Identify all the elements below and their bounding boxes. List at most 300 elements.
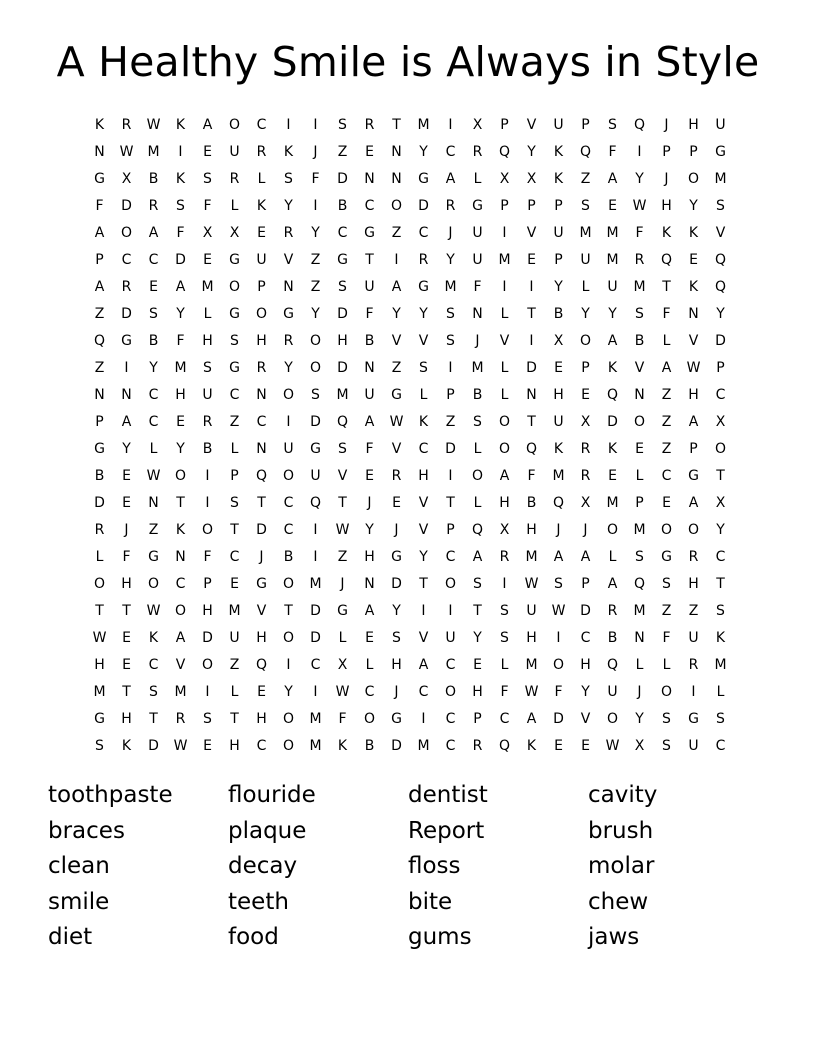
grid-letter: L [473, 170, 482, 187]
grid-letter: A [607, 575, 618, 592]
grid-letter: D [391, 737, 402, 754]
grid-letter: J [583, 521, 588, 538]
grid-letter: K [256, 197, 267, 214]
grid-letter: I [421, 710, 426, 727]
grid-letter: T [716, 467, 725, 484]
grid-letter: G [418, 278, 429, 295]
grid-letter: R [364, 116, 375, 133]
grid-letter: P [257, 278, 266, 295]
grid-letter: M [579, 224, 592, 241]
grid-letter: S [338, 278, 347, 295]
grid-letter: K [715, 629, 726, 646]
grid-letter: H [553, 386, 564, 403]
grid-letter: N [364, 359, 375, 376]
grid-letter: Y [176, 440, 185, 457]
grid-letter: B [283, 548, 294, 565]
grid-letter: L [608, 548, 617, 565]
grid-letter: Y [311, 305, 320, 322]
grid-letter: V [283, 251, 294, 268]
grid-letter: Q [471, 521, 484, 538]
grid-letter: I [502, 575, 507, 592]
grid-letter: D [121, 197, 132, 214]
grid-letter: A [688, 494, 699, 511]
grid-letter: W [524, 683, 539, 700]
grid-letter: K [553, 170, 564, 187]
grid-letter: H [661, 197, 672, 214]
grid-row [86, 732, 734, 759]
grid-letter: U [526, 602, 537, 619]
grid-letter: R [607, 602, 618, 619]
grid-letter: G [256, 575, 267, 592]
grid-letter: Y [365, 521, 374, 538]
grid-letter: I [313, 548, 318, 565]
grid-letter: O [120, 224, 133, 241]
grid-letter: X [580, 494, 591, 511]
grid-letter: F [662, 629, 671, 646]
grid-letter: T [716, 575, 725, 592]
grid-letter: K [688, 224, 699, 241]
grid-letter: E [581, 386, 590, 403]
grid-row [86, 165, 734, 192]
grid-letter: I [448, 602, 453, 619]
grid-letter: E [203, 143, 212, 160]
grid-letter: H [688, 386, 699, 403]
grid-letter: D [580, 602, 591, 619]
grid-letter: R [283, 332, 294, 349]
grid-row [86, 462, 734, 489]
grid-letter: C [661, 467, 672, 484]
grid-letter: T [257, 494, 266, 511]
grid-letter: B [364, 332, 375, 349]
grid-letter: H [256, 332, 267, 349]
grid-letter: K [94, 116, 105, 133]
grid-letter: C [418, 440, 429, 457]
grid-letter: D [310, 413, 321, 430]
grid-letter: S [500, 602, 509, 619]
grid-letter: S [662, 575, 671, 592]
grid-letter: Q [552, 494, 565, 511]
grid-letter: L [149, 440, 158, 457]
grid-letter: L [95, 548, 104, 565]
grid-letter: T [527, 305, 536, 322]
grid-letter: W [92, 629, 107, 646]
grid-letter: P [689, 440, 698, 457]
word-list-item: smile [48, 888, 110, 915]
grid-letter: W [335, 683, 350, 700]
grid-letter: X [580, 413, 591, 430]
grid-letter: U [310, 467, 321, 484]
grid-letter: O [606, 710, 619, 727]
grid-letter: J [475, 332, 480, 349]
grid-letter: P [716, 359, 725, 376]
grid-letter: U [580, 251, 591, 268]
grid-letter: Y [419, 548, 428, 565]
grid-letter: Y [716, 521, 725, 538]
grid-letter: L [203, 305, 212, 322]
grid-letter: N [634, 386, 645, 403]
grid-letter: V [418, 494, 429, 511]
grid-letter: E [689, 251, 698, 268]
grid-letter: X [229, 224, 240, 241]
grid-letter: Z [94, 305, 105, 322]
word-search-grid [86, 111, 734, 759]
grid-letter: G [418, 170, 429, 187]
grid-letter: A [418, 656, 429, 673]
grid-letter: S [338, 440, 347, 457]
grid-row [86, 273, 734, 300]
grid-letter: V [715, 224, 726, 241]
grid-letter: V [175, 656, 186, 673]
grid-letter: I [178, 143, 183, 160]
grid-letter: T [230, 710, 239, 727]
grid-row [86, 543, 734, 570]
grid-row [86, 705, 734, 732]
grid-letter: Z [148, 521, 159, 538]
grid-letter: O [660, 521, 673, 538]
grid-letter: Q [660, 251, 673, 268]
grid-letter: I [448, 359, 453, 376]
grid-letter: J [637, 683, 642, 700]
grid-letter: S [203, 170, 212, 187]
grid-letter: T [149, 710, 158, 727]
grid-letter: T [176, 494, 185, 511]
grid-letter: M [228, 602, 241, 619]
grid-letter: W [146, 602, 161, 619]
grid-letter: Y [473, 629, 482, 646]
grid-letter: I [205, 683, 210, 700]
grid-letter: L [662, 332, 671, 349]
grid-letter: Z [580, 170, 591, 187]
grid-letter: W [146, 116, 161, 133]
grid-letter: K [175, 521, 186, 538]
grid-letter: G [715, 143, 726, 160]
word-list-item: floss [408, 853, 461, 879]
word-list-item: decay [228, 853, 298, 879]
grid-letter: R [148, 197, 159, 214]
grid-letter: G [337, 602, 348, 619]
grid-letter: N [364, 170, 375, 187]
grid-letter: C [364, 683, 375, 700]
grid-letter: F [662, 305, 671, 322]
grid-letter: M [525, 548, 538, 565]
grid-letter: S [311, 386, 320, 403]
grid-letter: O [174, 467, 187, 484]
grid-letter: H [256, 629, 267, 646]
grid-letter: M [633, 521, 646, 538]
grid-letter: B [526, 494, 537, 511]
grid-letter: D [337, 359, 348, 376]
grid-letter: N [472, 305, 483, 322]
grid-letter: S [500, 629, 509, 646]
grid-letter: V [391, 440, 402, 457]
grid-letter: U [256, 251, 267, 268]
grid-letter: F [311, 170, 320, 187]
grid-letter: Z [310, 251, 321, 268]
grid-letter: A [553, 548, 564, 565]
grid-letter: N [634, 629, 645, 646]
grid-letter: U [445, 629, 456, 646]
grid-letter: E [257, 683, 266, 700]
grid-letter: F [527, 467, 536, 484]
word-list [48, 780, 768, 958]
grid-letter: C [283, 494, 294, 511]
grid-letter: F [473, 278, 482, 295]
grid-letter: Y [419, 305, 428, 322]
grid-letter: I [637, 143, 642, 160]
grid-letter: P [500, 116, 509, 133]
grid-letter: C [580, 629, 591, 646]
grid-letter: A [148, 224, 159, 241]
grid-letter: S [662, 710, 671, 727]
grid-letter: U [688, 737, 699, 754]
grid-letter: A [391, 278, 402, 295]
grid-letter: V [337, 467, 348, 484]
grid-letter: B [634, 332, 645, 349]
grid-letter: C [148, 656, 159, 673]
word-list-item: toothpaste [48, 782, 173, 808]
grid-letter: X [499, 170, 510, 187]
grid-letter: S [203, 359, 212, 376]
grid-letter: A [472, 548, 483, 565]
grid-letter: D [202, 629, 213, 646]
grid-letter: X [634, 737, 645, 754]
grid-letter: I [313, 521, 318, 538]
grid-letter: I [448, 467, 453, 484]
word-list-item: bite [408, 888, 453, 915]
grid-letter: A [607, 332, 618, 349]
grid-letter: E [473, 656, 482, 673]
grid-letter: M [147, 143, 160, 160]
grid-letter: A [94, 278, 105, 295]
grid-letter: M [336, 386, 349, 403]
grid-letter: W [119, 143, 134, 160]
grid-letter: F [500, 683, 509, 700]
grid-letter: C [364, 197, 375, 214]
grid-letter: A [688, 413, 699, 430]
grid-letter: M [633, 278, 646, 295]
grid-letter: A [175, 629, 186, 646]
grid-row [86, 651, 734, 678]
grid-letter: O [93, 575, 106, 592]
grid-letter: A [526, 710, 537, 727]
word-list-item: dentist [408, 782, 488, 808]
grid-letter: P [554, 251, 563, 268]
grid-letter: L [500, 386, 509, 403]
grid-letter: W [173, 737, 188, 754]
grid-letter: G [688, 467, 699, 484]
grid-letter: X [337, 656, 348, 673]
grid-letter: R [634, 251, 645, 268]
grid-letter: F [203, 197, 212, 214]
grid-letter: T [419, 575, 428, 592]
grid-letter: E [392, 494, 401, 511]
grid-letter: E [635, 440, 644, 457]
grid-letter: G [364, 224, 375, 241]
grid-letter: K [607, 359, 618, 376]
grid-letter: E [203, 737, 212, 754]
grid-letter: G [391, 548, 402, 565]
grid-letter: F [122, 548, 131, 565]
grid-letter: H [364, 548, 375, 565]
grid-letter: W [524, 575, 539, 592]
grid-letter: Z [445, 413, 456, 430]
grid-letter: O [201, 656, 214, 673]
grid-letter: L [230, 683, 239, 700]
grid-letter: J [448, 224, 453, 241]
grid-letter: O [471, 467, 484, 484]
grid-letter: C [148, 413, 159, 430]
grid-letter: S [554, 575, 563, 592]
grid-letter: D [94, 494, 105, 511]
grid-letter: E [662, 494, 671, 511]
grid-letter: J [556, 521, 561, 538]
grid-letter: S [581, 197, 590, 214]
grid-letter: Z [688, 602, 699, 619]
grid-row [86, 354, 734, 381]
grid-letter: P [527, 197, 536, 214]
grid-letter: O [282, 737, 295, 754]
grid-letter: D [445, 440, 456, 457]
grid-letter: O [309, 332, 322, 349]
grid-letter: E [122, 656, 131, 673]
grid-letter: H [256, 710, 267, 727]
grid-row [86, 678, 734, 705]
grid-letter: Q [714, 251, 727, 268]
grid-letter: A [580, 548, 591, 565]
page-title: A Healthy Smile is Always in Style [56, 38, 760, 86]
grid-letter: G [472, 197, 483, 214]
grid-letter: Y [635, 710, 644, 727]
grid-letter: E [122, 494, 131, 511]
grid-letter: S [473, 575, 482, 592]
grid-letter: M [417, 116, 430, 133]
grid-letter: R [418, 251, 429, 268]
grid-letter: C [418, 683, 429, 700]
grid-letter: Q [579, 143, 592, 160]
grid-letter: O [444, 683, 457, 700]
grid-letter: H [499, 494, 510, 511]
grid-letter: W [605, 737, 620, 754]
grid-letter: K [553, 143, 564, 160]
grid-letter: F [338, 710, 347, 727]
grid-letter: R [688, 656, 699, 673]
grid-letter: H [202, 332, 213, 349]
grid-letter: R [445, 197, 456, 214]
grid-letter: J [124, 521, 129, 538]
grid-letter: G [391, 710, 402, 727]
grid-letter: P [500, 197, 509, 214]
grid-letter: S [230, 494, 239, 511]
grid-letter: I [124, 359, 129, 376]
grid-letter: W [389, 413, 404, 430]
grid-letter: K [175, 116, 186, 133]
grid-letter: L [365, 656, 374, 673]
grid-letter: U [472, 251, 483, 268]
grid-letter: T [365, 251, 374, 268]
grid-letter: P [95, 413, 104, 430]
grid-letter: Z [337, 548, 348, 565]
grid-letter: H [337, 332, 348, 349]
grid-letter: L [635, 467, 644, 484]
grid-letter: W [551, 602, 566, 619]
grid-letter: O [147, 575, 160, 592]
word-list-item: flouride [228, 782, 316, 808]
grid-letter: V [256, 602, 267, 619]
grid-row [86, 570, 734, 597]
grid-letter: O [660, 683, 673, 700]
word-list-item: molar [588, 853, 655, 879]
grid-letter: P [581, 575, 590, 592]
grid-letter: S [473, 413, 482, 430]
grid-letter: E [581, 737, 590, 754]
grid-letter: M [606, 251, 619, 268]
grid-letter: T [122, 683, 131, 700]
grid-letter: G [310, 440, 321, 457]
grid-letter: C [418, 224, 429, 241]
grid-letter: N [391, 170, 402, 187]
grid-letter: C [445, 710, 456, 727]
grid-letter: C [445, 143, 456, 160]
grid-letter: X [202, 224, 213, 241]
grid-letter: K [661, 224, 672, 241]
grid-letter: S [176, 197, 185, 214]
grid-letter: J [664, 116, 669, 133]
grid-row [86, 381, 734, 408]
grid-letter: E [554, 737, 563, 754]
grid-letter: Y [392, 305, 401, 322]
grid-letter: I [691, 683, 696, 700]
grid-letter: K [337, 737, 348, 754]
grid-letter: S [446, 305, 455, 322]
grid-letter: J [340, 575, 345, 592]
grid-letter: E [149, 278, 158, 295]
grid-letter: B [472, 386, 483, 403]
grid-letter: T [662, 278, 671, 295]
grid-letter: N [283, 278, 294, 295]
grid-letter: O [579, 332, 592, 349]
grid-letter: L [581, 278, 590, 295]
grid-letter: O [282, 467, 295, 484]
grid-letter: K [148, 629, 159, 646]
grid-letter: J [664, 170, 669, 187]
grid-letter: A [499, 467, 510, 484]
grid-letter: L [230, 440, 239, 457]
grid-letter: H [688, 116, 699, 133]
grid-letter: Y [527, 143, 536, 160]
grid-letter: U [607, 278, 618, 295]
grid-letter: D [175, 251, 186, 268]
grid-letter: P [203, 575, 212, 592]
grid-letter: Q [606, 386, 619, 403]
grid-letter: O [714, 440, 727, 457]
grid-letter: Z [661, 413, 672, 430]
grid-letter: C [445, 656, 456, 673]
grid-letter: A [202, 116, 213, 133]
word-list-item: gums [408, 924, 472, 950]
grid-letter: I [205, 467, 210, 484]
grid-letter: E [122, 629, 131, 646]
grid-letter: V [418, 332, 429, 349]
grid-letter: F [635, 224, 644, 241]
grid-letter: E [257, 224, 266, 241]
grid-letter: Y [689, 197, 698, 214]
grid-letter: Y [635, 170, 644, 187]
grid-letter: Y [446, 251, 455, 268]
grid-letter: H [688, 575, 699, 592]
grid-letter: P [473, 710, 482, 727]
grid-letter: I [502, 224, 507, 241]
grid-letter: M [714, 656, 727, 673]
